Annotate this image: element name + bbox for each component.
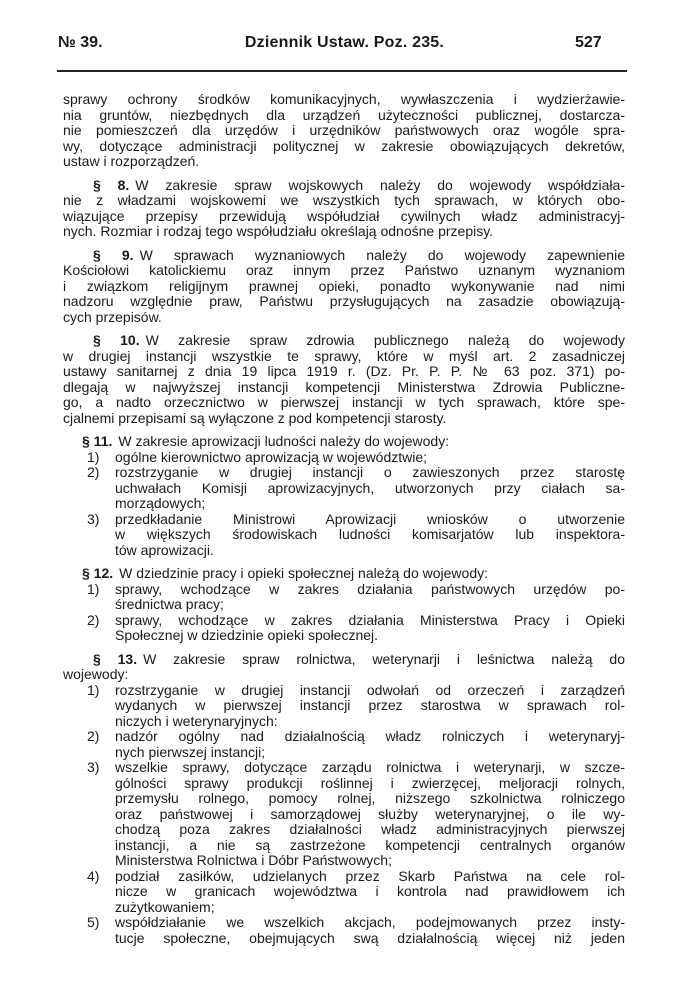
item-line: wszelkie sprawy, dotyczące zarządu rolnictwa i weterynarji, w szcze-	[115, 760, 625, 775]
item-number: 1)	[87, 580, 100, 597]
item-line: w większych środowiskach ludności komisarjatów lub inspektora-	[115, 527, 625, 542]
text-line	[63, 123, 625, 139]
line-text: nadzoru względnie praw, Państwu przysługujących na zasadzie obowiązują-	[63, 294, 625, 309]
list-item	[63, 869, 625, 916]
text-line	[63, 154, 625, 170]
item-line: podział zasiłków, udzielanych przez Skarb Państwa na cele rol-	[115, 868, 625, 884]
item-number: 2)	[87, 464, 100, 480]
text-line	[63, 310, 625, 326]
text-line	[63, 224, 625, 240]
line-text: sprawy ochrony środków komunikacyjnych, wywłaszczenia i wydzierżawie-	[63, 92, 625, 107]
section-label: § 12.	[82, 566, 114, 581]
text-line	[63, 434, 625, 450]
line-text: cjalnemi przepisami są wyłączone z pod kompetencji starosty.	[63, 410, 447, 426]
list-item	[63, 683, 625, 730]
item-line: nych pierwszej instancji;	[115, 744, 266, 760]
paragraph	[63, 248, 625, 326]
text-line	[63, 263, 625, 279]
text-line	[63, 652, 625, 668]
text-line	[63, 395, 625, 411]
line-text: wy, dotyczące administracji politycznej w zakresie obowiązujących dekretów,	[63, 138, 625, 154]
line-text: W zakresie spraw zdrowia publicznego należą do wojewody	[145, 333, 625, 348]
section-label: § 8.	[93, 177, 130, 193]
list-item	[63, 465, 625, 512]
item-line: oraz państwowej i samorządowej służby weterynaryjnej, o ile wy-	[115, 806, 625, 822]
text-line	[63, 178, 625, 194]
text-line	[63, 248, 625, 264]
section-label: § 13.	[93, 651, 138, 667]
list-item	[63, 613, 625, 644]
issue-number: № 39.	[58, 34, 103, 51]
item-line: morządowych;	[115, 496, 206, 511]
item-number: 5)	[87, 914, 100, 930]
text-line	[63, 411, 625, 427]
line-text: ustawy sanitarnej z dnia 19 lipca 1919 r. (Dz. Pr. P. P. № 63 poz. 371) po-	[63, 364, 625, 379]
list-item	[63, 729, 625, 760]
line-text: wiązujące przepisy przewidują współudział cywilnych władz administracyj-	[63, 208, 625, 224]
paragraph	[63, 92, 625, 170]
line-text: W zakresie aprowizacji ludności należy do wojewody:	[118, 434, 450, 449]
text-line	[63, 364, 625, 380]
text-line	[63, 380, 625, 396]
item-line: Społecznej w dziedzinie opieki społecznej.	[115, 628, 379, 643]
item-number: 3)	[87, 510, 100, 527]
line-text: W zakresie spraw rolnictwa, weterynarji i leśnictwa należą do	[143, 651, 625, 667]
paragraph	[63, 333, 625, 426]
line-text: nia gruntów, niezbędnych dla urządzeń użyteczności publicznej, dostarcza-	[63, 107, 625, 123]
page-number: 527	[575, 34, 602, 51]
item-line: rozstrzyganie w drugiej instancji odwołań od orzeczeń i zarządzeń	[115, 682, 625, 698]
list-item	[63, 760, 625, 869]
list-item	[63, 915, 625, 946]
text-line	[63, 566, 625, 582]
list-item	[63, 582, 625, 613]
item-number: 2)	[87, 611, 100, 628]
text-line	[63, 209, 625, 225]
line-text: dlegają w najwyższej instancji kompetencji Ministerstwa Zdrowia Publiczne-	[63, 379, 625, 395]
journal-title: Dziennik Ustaw. Poz. 235.	[244, 34, 445, 51]
text-line	[63, 294, 625, 310]
item-line: gólności sprawy produkcji roślinnej i zwierzęcej, meljoracji rolnych,	[115, 775, 625, 791]
section-label: § 10.	[93, 333, 140, 348]
item-number: 1)	[87, 681, 100, 698]
item-number: 2)	[87, 728, 100, 744]
item-line: współdziałanie we wszelkich akcjach, podejmowanych przez insty-	[115, 915, 625, 930]
line-text: W zakresie spraw wojskowych należy do wojewody współdziała-	[135, 177, 625, 193]
item-line: sprawy, wchodzące w zakres działania Ministerstwa Pracy i Opieki	[115, 612, 625, 628]
item-number: 4)	[87, 867, 100, 884]
item-line: średnictwa pracy;	[115, 597, 224, 612]
item-line: zużytkowaniem;	[115, 899, 215, 915]
item-line: przemysłu rolnego, pomocy rolnej, niższego szkolnictwa rolniczego	[115, 791, 625, 806]
line-text: W dziedzinie pracy i opieki społecznej należą do wojewody:	[119, 566, 489, 581]
text-line	[63, 349, 625, 365]
item-line: uchwałach Komisji aprowizacyjnych, utworzonych przy ciałach sa-	[115, 480, 625, 496]
list-item	[63, 450, 625, 466]
item-line: tucje społeczne, obejmujących swą działalnością więcej niż jeden	[115, 930, 625, 946]
text-line	[63, 667, 625, 683]
line-text: nych. Rozmiar i rodzaj tego współudziału określają odnośne przepisy.	[63, 224, 494, 239]
text-line	[63, 139, 625, 155]
item-number: 3)	[87, 759, 100, 775]
text-line	[63, 333, 625, 349]
header-rule	[57, 70, 627, 72]
line-text: nie pomieszczeń dla urzędów i urzędników państwowych oraz wogóle spra-	[63, 123, 625, 138]
line-text: ustaw i rozporządzeń.	[63, 154, 200, 169]
section-label: § 11.	[82, 434, 113, 449]
paragraph	[63, 434, 625, 558]
line-text: cych przepisów.	[63, 309, 162, 325]
line-text: W sprawach wyznaniowych należy do wojewody zapewnienie	[139, 247, 625, 263]
section-label: § 9.	[93, 247, 134, 263]
item-line: ogólne kierownictwo aprowizacją w województwie;	[115, 449, 428, 465]
line-text: go, a nadto orzecznictwo w pierwszej instancji w tych sprawach, które spe-	[63, 395, 625, 410]
document-body	[63, 92, 625, 946]
item-line: rozstrzyganie w drugiej instancji o zawieszonych przez starostę	[115, 465, 625, 480]
item-line: chodzą poza zakres działalności władz administracyjnych pierwszej	[115, 822, 625, 837]
paragraph	[63, 566, 625, 644]
line-text: nie z władzami wojskowemi we wszystkich tych sprawach, w których obo-	[63, 193, 625, 208]
paragraph	[63, 652, 625, 947]
text-line	[63, 193, 625, 209]
paragraph	[63, 178, 625, 240]
line-text: Kościołowi katolickiemu oraz innym przez Państwo uznanym wyznaniom	[63, 263, 625, 278]
item-line: Ministerstwa Rolnictwa i Dóbr Państwowych;	[115, 853, 392, 868]
text-line	[63, 92, 625, 108]
text-line	[63, 108, 625, 124]
item-line: sprawy, wchodzące w zakres działania państwowych urzędów po-	[115, 581, 625, 597]
item-line: przedkładanie Ministrowi Aprowizacji wniosków o utworzenie	[115, 511, 625, 527]
list-item	[63, 512, 625, 559]
item-line: tów aprowizacji.	[115, 542, 214, 558]
item-line: wydanych w pierwszej instancji przez starostwa w sprawach rol-	[115, 698, 625, 713]
item-line: niczych i weterynaryjnych:	[115, 713, 278, 729]
item-line: instancji, a nie są zastrzeżone kompetencji centralnych organów	[115, 837, 625, 853]
text-line	[63, 279, 625, 295]
line-text: wojewody:	[63, 667, 129, 682]
item-number: 1)	[87, 448, 100, 465]
line-text: w drugiej instancji wszystkie te sprawy, które w myśl art. 2 zasadniczej	[63, 348, 625, 364]
line-text: i związkom religijnym prawnej opieki, ponadto wykonywanie nad nimi	[63, 278, 625, 294]
item-line: nadzór ogólny nad działalnością władz rolniczych i weterynaryj-	[115, 729, 625, 744]
item-line: nicze w granicach województwa i kontrola nad prawidłowem ich	[115, 884, 625, 899]
